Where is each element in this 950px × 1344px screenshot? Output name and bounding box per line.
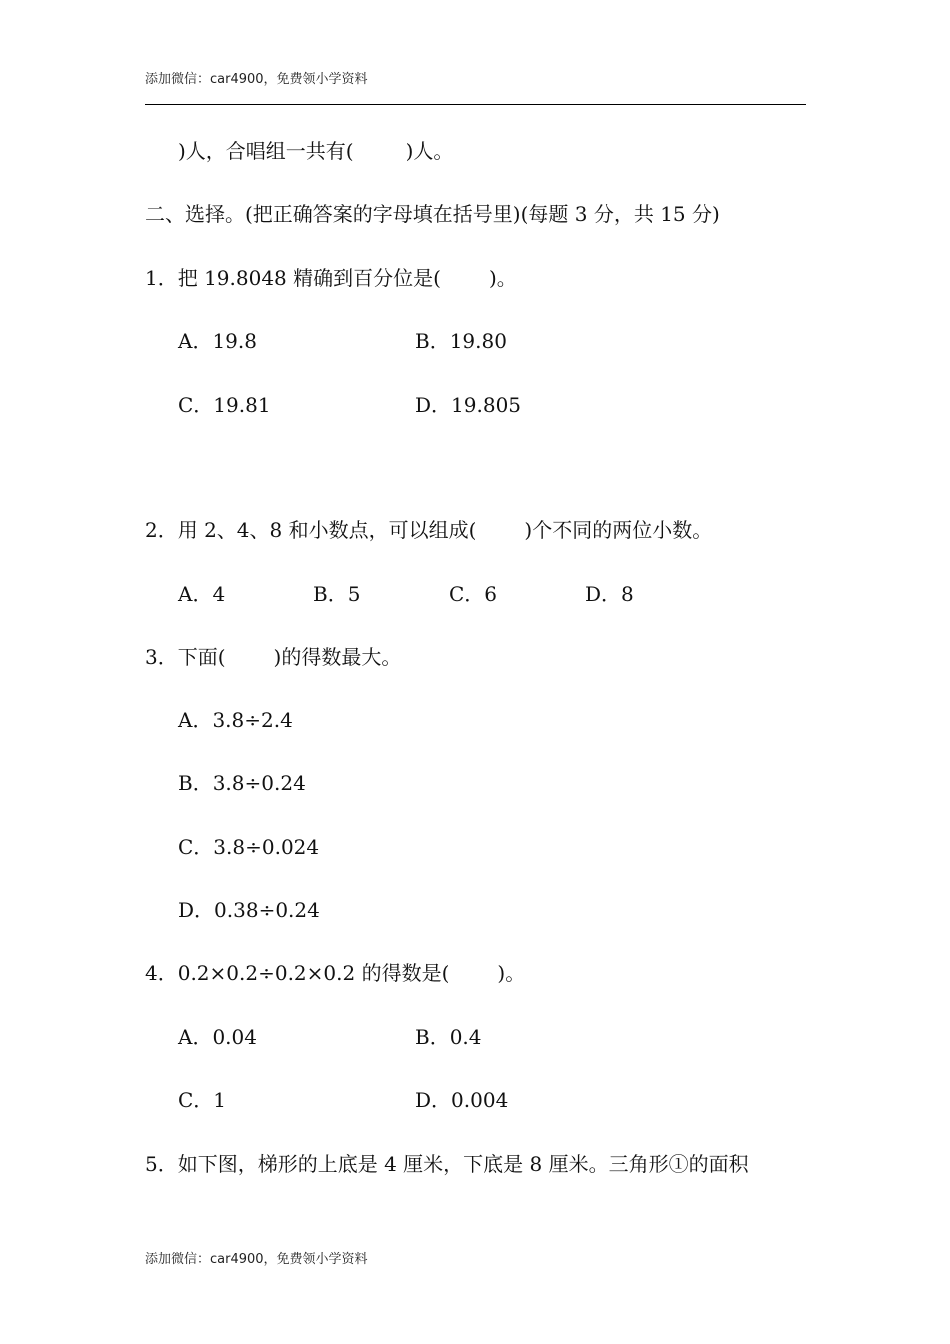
question-3-stem-b: )的得数最大。 (273, 645, 402, 669)
question-3-option-c[interactable]: C．3.8÷0.024 (178, 835, 320, 859)
question-4-option-c[interactable]: C．1 (178, 1088, 227, 1112)
question-1-option-a[interactable]: A．19.8 (178, 329, 257, 353)
page-header: 添加微信：car4900，免费领小学资料 (145, 72, 368, 87)
question-1-option-d[interactable]: D．19.805 (415, 393, 522, 417)
question-1-option-b[interactable]: B．19.80 (415, 329, 507, 353)
question-2-option-d[interactable]: D．8 (585, 582, 634, 606)
question-4-option-b[interactable]: B．0.4 (415, 1025, 482, 1049)
question-2-option-b[interactable]: B．5 (313, 582, 361, 606)
carry-over-text-b: )人。 (405, 139, 454, 163)
question-3-stem-a: 3．下面( (145, 645, 226, 669)
question-2-option-a[interactable]: A．4 (178, 582, 226, 606)
carry-over-text-a: )人，合唱组一共有( (178, 139, 354, 163)
question-3-option-d[interactable]: D．0.38÷0.24 (178, 898, 320, 922)
question-1-option-c[interactable]: C．19.81 (178, 393, 271, 417)
question-5-stem: 5．如下图，梯形的上底是 4 厘米，下底是 8 厘米。三角形①的面积 (145, 1152, 749, 1176)
question-4-option-a[interactable]: A．0.04 (178, 1025, 257, 1049)
header-rule (145, 104, 806, 105)
question-3-option-a[interactable]: A．3.8÷2.4 (178, 708, 293, 732)
question-2-stem-b: )个不同的两位小数。 (524, 518, 713, 542)
question-2-option-c[interactable]: C．6 (449, 582, 498, 606)
question-4-stem-a: 4．0.2×0.2÷0.2×0.2 的得数是( (145, 961, 450, 985)
question-4-stem-b: )。 (497, 961, 526, 985)
question-4-option-d[interactable]: D．0.004 (415, 1088, 509, 1112)
question-2-stem-a: 2．用 2、4、8 和小数点，可以组成( (145, 518, 477, 542)
section-2-title: 二、选择。(把正确答案的字母填在括号里)(每题 3 分，共 15 分) (145, 202, 720, 226)
question-4-stem (145, 961, 525, 985)
question-2-stem (145, 518, 712, 542)
carry-over-line (178, 139, 453, 163)
question-1-stem-a: 1．把 19.8048 精确到百分位是( (145, 266, 441, 290)
question-3-option-b[interactable]: B．3.8÷0.24 (178, 771, 306, 795)
question-1-stem (145, 266, 517, 290)
question-1-stem-b: )。 (488, 266, 517, 290)
page-footer: 添加微信：car4900，免费领小学资料 (145, 1252, 368, 1267)
question-3-stem (145, 645, 401, 669)
